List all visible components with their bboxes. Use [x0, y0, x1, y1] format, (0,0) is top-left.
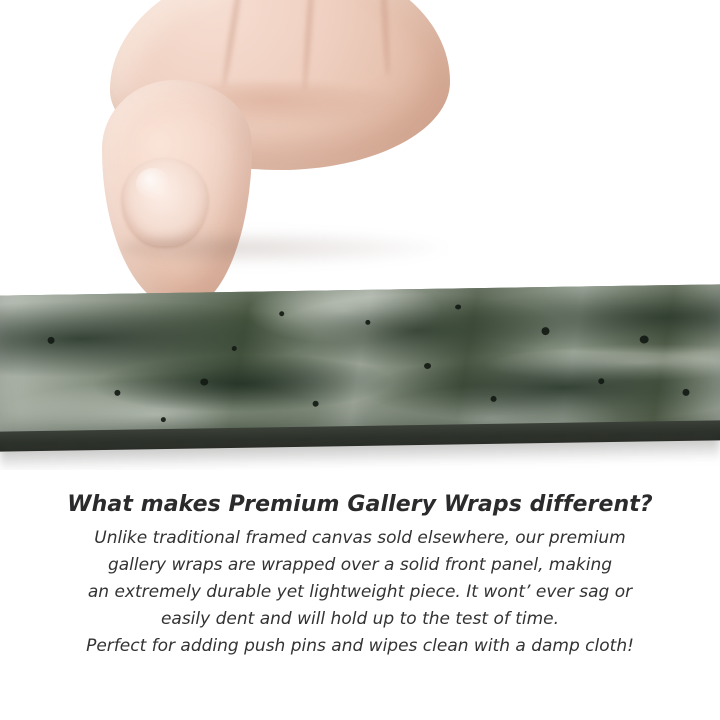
promo-headline: What makes Premium Gallery Wraps different?	[67, 492, 653, 517]
promo-text-block	[0, 492, 720, 660]
canvas-speck	[200, 378, 208, 385]
canvas-speck	[424, 363, 431, 369]
canvas-speck	[365, 320, 370, 325]
promo-body-line: gallery wraps are wrapped over a solid front panel, making	[107, 555, 613, 575]
finger-separation-line	[221, 0, 246, 88]
hand-pressing-canvas	[80, 0, 460, 310]
canvas-speck	[313, 401, 319, 407]
canvas-speck	[598, 378, 604, 384]
canvas-texture-surface	[0, 284, 720, 443]
canvas-speck	[114, 390, 120, 396]
canvas-speck	[455, 304, 461, 309]
finger-separation-line	[301, 0, 316, 90]
promo-body-line: Perfect for adding push pins and wipes clean with a damp cloth!	[86, 636, 634, 656]
promo-body-line: easily dent and will hold up to the test of time.	[160, 609, 560, 629]
finger-separation-line	[379, 0, 391, 76]
canvas-speck	[682, 389, 689, 396]
promo-body-line: Unlike traditional framed canvas sold elsewhere, our premium	[94, 528, 626, 548]
canvas-speck	[161, 417, 166, 422]
canvas-speck	[232, 346, 237, 351]
promo-body-line: an extremely durable yet lightweight piece. It wont’ ever sag or	[87, 582, 633, 602]
hand-shadow	[120, 230, 450, 266]
canvas-speck	[541, 327, 549, 335]
canvas-speck	[640, 335, 649, 343]
canvas-speck	[491, 396, 497, 402]
nail-highlight	[136, 168, 170, 200]
canvas-edge-strip	[0, 290, 720, 450]
canvas-speck	[279, 311, 284, 316]
canvas-speck	[48, 337, 55, 344]
